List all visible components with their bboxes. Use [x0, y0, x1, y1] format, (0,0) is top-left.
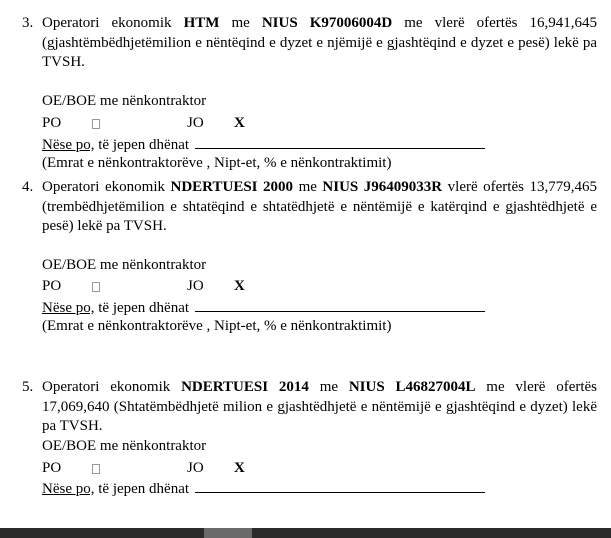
note: (Emrat e nënkontraktorëve , Nipt-et, % e nënkontraktimit) — [42, 318, 392, 334]
subcontractor-label: OE/BOE me nënkontraktor — [42, 257, 207, 273]
subcontractor-label: OE/BOE me nënkontraktor — [42, 93, 207, 109]
blank-field — [195, 298, 485, 312]
text-segment: Operatori ekonomik — [42, 179, 171, 195]
text-segment: me — [308, 379, 349, 395]
jo-label: JO — [187, 460, 204, 476]
blank-field — [195, 479, 485, 493]
po-jo-row — [42, 114, 342, 134]
operator-nius: NIUS L46827004L — [348, 379, 476, 395]
checkbox-icon — [92, 464, 100, 474]
text-segment: vlerë ofertës 13,779,465 (trembëdhjetëmilion e shtatëqind e shtatëdhjetë e nëntëmijë e katërqind e gjashtëdhjetë e pesë) lekë pa TVSH. — [42, 179, 597, 234]
jo-mark: X — [234, 278, 245, 294]
item-number: 4. — [22, 179, 34, 195]
text-segment: me — [293, 179, 323, 195]
text-segment: me vlerë ofertës 16,941,645 (gjashtëmbëdhjetëmilion e nëntëqind e dyzet e njëmijë e gjashtëqind e dyzet e pesë) lekë pa TVSH. — [42, 15, 597, 70]
text-segment: Operatori ekonomik — [42, 15, 184, 31]
operator-name: NDERTUESI 2014 — [181, 379, 309, 395]
operator-name: NDERTUESI 2000 — [170, 179, 294, 195]
po-label: PO — [42, 278, 62, 294]
if-yes-rest: të jepen dhënat — [94, 300, 190, 316]
jo-mark: X — [234, 460, 245, 476]
checkbox-icon — [92, 282, 100, 292]
operator-nius: NIUS K97006004D — [261, 15, 393, 31]
offer-description — [42, 14, 597, 73]
po-jo-row — [42, 459, 342, 479]
if-yes-line — [42, 298, 485, 319]
po-jo-row — [42, 277, 342, 297]
item-number: 5. — [22, 379, 34, 395]
if-yes-line — [42, 479, 485, 500]
if-yes-rest: të jepen dhënat — [94, 481, 190, 497]
horizontal-scrollbar[interactable] — [0, 528, 611, 538]
blank-field — [195, 135, 485, 149]
text-segment: me vlerë ofertës 17,069,640 (Shtatëmbëdhjetë milion e gjashtëdhjetë e nëntëmijë e gjashtëqind e dyzet) lekë pa TVSH. — [42, 379, 598, 434]
operator-name: HTM — [183, 15, 220, 31]
note: (Emrat e nënkontraktorëve , Nipt-et, % e nënkontraktimit) — [42, 155, 392, 171]
text-segment: me — [219, 15, 262, 31]
scrollbar-thumb[interactable] — [204, 528, 252, 538]
po-label: PO — [42, 460, 62, 476]
if-yes-label: Nëse po, — [42, 137, 95, 153]
offer-description — [42, 178, 597, 237]
if-yes-line — [42, 135, 485, 156]
operator-nius: NIUS J96409033R — [322, 179, 443, 195]
item-number: 3. — [22, 15, 34, 31]
checkbox-icon — [92, 119, 100, 129]
jo-label: JO — [187, 115, 204, 131]
jo-mark: X — [234, 115, 245, 131]
jo-label: JO — [187, 278, 204, 294]
if-yes-label: Nëse po, — [42, 300, 95, 316]
offer-description — [42, 378, 597, 437]
if-yes-label: Nëse po, — [42, 481, 95, 497]
text-segment: Operatori ekonomik — [42, 379, 182, 395]
po-label: PO — [42, 115, 62, 131]
if-yes-rest: të jepen dhënat — [94, 137, 190, 153]
subcontractor-label: OE/BOE me nënkontraktor — [42, 438, 207, 454]
